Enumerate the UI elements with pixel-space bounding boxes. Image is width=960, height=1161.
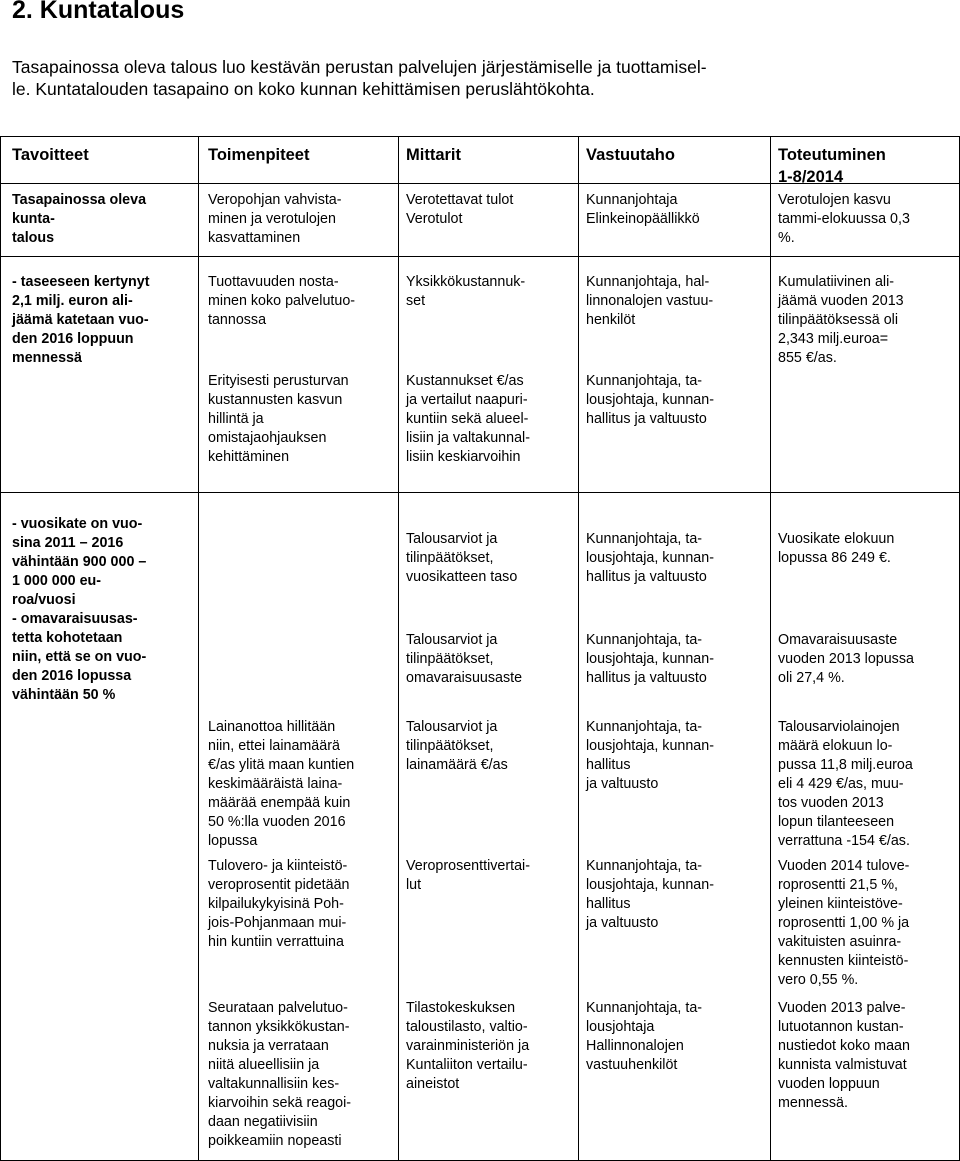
- cell-line: kunnista valmistuvat: [778, 1057, 907, 1073]
- row2-metric-b: [406, 372, 576, 467]
- cell-line: kunta-: [12, 211, 55, 227]
- cell-line: roprosentti 21,5 %,: [778, 877, 899, 893]
- table-left-border: [0, 136, 1, 1161]
- cell-line: varainministeriön ja: [406, 1038, 530, 1054]
- cell-line: kehittäminen: [208, 449, 290, 465]
- row3-result-d: [778, 857, 956, 990]
- cell-line: linnonalojen vastuu-: [586, 293, 714, 309]
- cell-line: 2,343 milj.euroa=: [778, 331, 889, 347]
- cell-line: lousjohtaja, kunnan-: [586, 392, 714, 408]
- cell-line: ja valtuusto: [586, 776, 659, 792]
- cell-line: Tilastokeskuksen: [406, 1000, 516, 1016]
- cell-line: ja valtuusto: [586, 915, 659, 931]
- cell-line: Verotulojen kasvu: [778, 192, 891, 208]
- cell-line: daan negatiivisiin: [208, 1114, 318, 1130]
- cell-line: Talousarviot ja: [406, 719, 498, 735]
- cell-line: pussa 11,8 milj.euroa: [778, 757, 913, 773]
- header-toteutuminen: Toteutuminen 1-8/2014: [778, 146, 886, 186]
- row3-metric-d: [406, 857, 576, 895]
- intro-paragraph: [12, 56, 942, 100]
- row2-action-b: [208, 372, 390, 467]
- cell-line: lousjohtaja, kunnan-: [586, 550, 714, 566]
- cell-line: valtakunnallisiin kes-: [208, 1076, 340, 1092]
- cell-line: Kunnanjohtaja, ta-: [586, 632, 703, 648]
- col-divider: [578, 136, 579, 1161]
- cell-line: - vuosikate on vuo-: [12, 516, 143, 532]
- cell-line: jäämä vuoden 2013: [778, 293, 904, 309]
- cell-line: Kustannukset €/as: [406, 373, 524, 389]
- row3-owner-b: [586, 631, 762, 688]
- row3-owner-e: [586, 999, 762, 1075]
- cell-line: tilinpäätökset,: [406, 738, 494, 754]
- col-divider: [198, 136, 199, 1161]
- cell-line: 1 000 000 eu-: [12, 573, 102, 589]
- cell-line: 50 %:lla vuoden 2016: [208, 814, 346, 830]
- cell-line: Kunnanjohtaja, ta-: [586, 1000, 703, 1016]
- cell-line: roprosentti 1,00 % ja: [778, 915, 910, 931]
- row2-goal: [12, 273, 192, 368]
- intro-line: le. Kuntatalouden tasapaino on koko kunnan kehittämisen peruslähtökohta.: [12, 79, 595, 99]
- cell-line: lopussa 86 249 €.: [778, 550, 891, 566]
- cell-line: hallitus ja valtuusto: [586, 411, 707, 427]
- cell-line: niitä alueellisiin ja: [208, 1057, 320, 1073]
- cell-line: ja vertailut naapuri-: [406, 392, 528, 408]
- cell-line: hillintä ja: [208, 411, 264, 427]
- header-vastuutaho: Vastuutaho: [586, 146, 675, 164]
- header-mittarit: Mittarit: [406, 146, 461, 164]
- cell-line: hallitus ja valtuusto: [586, 569, 707, 585]
- cell-line: tammi-elokuussa 0,3: [778, 211, 910, 227]
- cell-line: Lainanottoa hillitään: [208, 719, 336, 735]
- cell-line: mennessä: [12, 350, 82, 366]
- cell-line: lutuotannon kustan-: [778, 1019, 904, 1035]
- cell-line: verrattuna -154 €/as.: [778, 833, 910, 849]
- cell-line: lopussa: [208, 833, 258, 849]
- row3-goal: [12, 515, 192, 705]
- row2-action-a: [208, 273, 390, 330]
- cell-line: Vuosikate elokuun: [778, 531, 895, 547]
- cell-line: yleinen kiinteistöve-: [778, 896, 903, 912]
- cell-line: Talousarviolainojen: [778, 719, 900, 735]
- cell-line: henkilöt: [586, 312, 636, 328]
- row3-metric-a: [406, 530, 576, 587]
- cell-line: Kunnanjohtaja, ta-: [586, 373, 703, 389]
- cell-line: lousjohtaja, kunnan-: [586, 651, 714, 667]
- cell-line: vuoden loppuun: [778, 1076, 880, 1092]
- cell-line: Elinkeinopäällikkö: [586, 211, 700, 227]
- cell-line: vero 0,55 %.: [778, 972, 859, 988]
- cell-line: niin, ettei lainamäärä: [208, 738, 340, 754]
- table-top-border: [0, 136, 960, 137]
- cell-line: Tulovero- ja kiinteistö-: [208, 858, 348, 874]
- cell-line: Vuoden 2013 palve-: [778, 1000, 906, 1016]
- cell-line: veroprosentit pidetään: [208, 877, 350, 893]
- cell-line: vuosikatteen taso: [406, 569, 518, 585]
- cell-line: Kuntaliiton vertailu-: [406, 1057, 528, 1073]
- cell-line: minen ja verotulojen: [208, 211, 336, 227]
- cell-line: den 2016 loppuun: [12, 331, 134, 347]
- cell-line: Vuoden 2014 tulove-: [778, 858, 910, 874]
- cell-line: - omavaraisuusas-: [12, 611, 138, 627]
- cell-line: nustiedot koko maan: [778, 1038, 910, 1054]
- cell-line: kiarvoihin sekä reagoi-: [208, 1095, 352, 1111]
- row2-metric-a: [406, 273, 576, 311]
- row1-owner: [586, 191, 762, 229]
- row3-owner-a: [586, 530, 762, 587]
- cell-line: oli 27,4 %.: [778, 670, 845, 686]
- cell-line: kustannusten kasvun: [208, 392, 343, 408]
- cell-line: poikkeamiin nopeasti: [208, 1133, 342, 1149]
- cell-line: Kumulatiivinen ali-: [778, 274, 895, 290]
- cell-line: vakituisten asuinra-: [778, 934, 902, 950]
- row3-owner-d: [586, 857, 762, 933]
- cell-line: Talousarviot ja: [406, 632, 498, 648]
- row1-bottom-border: [0, 256, 960, 257]
- cell-line: %.: [778, 230, 795, 246]
- cell-line: tannossa: [208, 312, 267, 328]
- cell-line: jois-Pohjanmaan mui-: [208, 915, 347, 931]
- row3-action-d: [208, 857, 390, 952]
- cell-line: lousjohtaja, kunnan-: [586, 877, 714, 893]
- cell-line: Yksikkökustannuk-: [406, 274, 526, 290]
- cell-line: tannon yksikkökustan-: [208, 1019, 350, 1035]
- cell-line: lopun tilanteeseen: [778, 814, 895, 830]
- row2-owner-a: [586, 273, 762, 330]
- cell-line: Erityisesti perusturvan: [208, 373, 349, 389]
- cell-line: omavaraisuusaste: [406, 670, 523, 686]
- cell-line: hin kuntiin verrattuina: [208, 934, 344, 950]
- cell-line: lut: [406, 877, 422, 893]
- cell-line: kilpailukykyisinä Poh-: [208, 896, 344, 912]
- cell-line: vuoden 2013 lopussa: [778, 651, 914, 667]
- row3-result-c: [778, 718, 956, 851]
- cell-line: - taseeseen kertynyt: [12, 274, 150, 290]
- cell-line: Veroprosenttivertai-: [406, 858, 530, 874]
- cell-line: eli 4 429 €/as, muu-: [778, 776, 904, 792]
- cell-line: lisiin keskiarvoihin: [406, 449, 521, 465]
- cell-line: kuntiin sekä alueel-: [406, 411, 529, 427]
- row3-result-b: [778, 631, 956, 688]
- cell-line: tilinpäätöksessä oli: [778, 312, 899, 328]
- cell-line: tilinpäätökset,: [406, 550, 494, 566]
- cell-line: €/as ylitä maan kuntien: [208, 757, 355, 773]
- row1-goal: [12, 191, 192, 248]
- row1-result: [778, 191, 956, 248]
- cell-line: taloustilasto, valtio-: [406, 1019, 528, 1035]
- cell-line: niin, että se on vuo-: [12, 649, 147, 665]
- cell-line: tos vuoden 2013: [778, 795, 884, 811]
- row3-action-c: [208, 718, 390, 851]
- cell-line: Kunnanjohtaja: [586, 192, 678, 208]
- cell-line: Tasapainossa oleva: [12, 192, 147, 208]
- cell-line: Kunnanjohtaja, ta-: [586, 719, 703, 735]
- row3-metric-b: [406, 631, 576, 688]
- cell-line: Verotulot: [406, 211, 463, 227]
- cell-line: sina 2011 – 2016: [12, 535, 124, 551]
- cell-line: lisiin ja valtakunnal-: [406, 430, 530, 446]
- cell-line: hallitus ja valtuusto: [586, 670, 707, 686]
- cell-line: tilinpäätökset,: [406, 651, 494, 667]
- cell-line: Omavaraisuusaste: [778, 632, 898, 648]
- row3-result-a: [778, 530, 956, 568]
- cell-line: 2,1 milj. euron ali-: [12, 293, 133, 309]
- section-heading: 2. Kuntatalous: [12, 0, 185, 24]
- row3-owner-c: [586, 718, 762, 794]
- row3-metric-c: [406, 718, 576, 775]
- cell-line: jäämä katetaan vuo-: [12, 312, 149, 328]
- cell-line: määrää enempää kuin: [208, 795, 351, 811]
- cell-line: Veropohjan vahvista-: [208, 192, 342, 208]
- cell-line: minen koko palvelutuo-: [208, 293, 356, 309]
- col-divider: [398, 136, 399, 1161]
- cell-line: vastuuhenkilöt: [586, 1057, 678, 1073]
- cell-line: mennessä.: [778, 1095, 848, 1111]
- cell-line: aineistot: [406, 1076, 460, 1092]
- cell-line: hallitus: [586, 896, 631, 912]
- cell-line: Seurataan palvelutuo-: [208, 1000, 348, 1016]
- header-tavoitteet: Tavoitteet: [12, 146, 89, 164]
- cell-line: omistajaohjauksen: [208, 430, 327, 446]
- col-divider: [770, 136, 771, 1161]
- cell-line: Kunnanjohtaja, ta-: [586, 531, 703, 547]
- row2-bottom-border: [0, 492, 960, 493]
- cell-line: lousjohtaja: [586, 1019, 655, 1035]
- cell-line: Hallinnonalojen: [586, 1038, 684, 1054]
- cell-line: set: [406, 293, 426, 309]
- cell-line: den 2016 lopussa: [12, 668, 132, 684]
- cell-line: kennusten kiinteistö-: [778, 953, 909, 969]
- cell-line: Talousarviot ja: [406, 531, 498, 547]
- cell-line: tetta kohotetaan: [12, 630, 123, 646]
- cell-line: vähintään 900 000 –: [12, 554, 147, 570]
- cell-line: Kunnanjohtaja, hal-: [586, 274, 710, 290]
- cell-line: roa/vuosi: [12, 592, 76, 608]
- row3-action-e: [208, 999, 390, 1151]
- row1-metric: [406, 191, 576, 229]
- cell-line: Verotettavat tulot: [406, 192, 514, 208]
- cell-line: nuksia ja verrataan: [208, 1038, 329, 1054]
- cell-line: keskimääräistä laina-: [208, 776, 343, 792]
- row3-metric-e: [406, 999, 576, 1094]
- intro-line: Tasapainossa oleva talous luo kestävän perustan palvelujen järjestämiselle ja tuottamisel-: [12, 57, 707, 77]
- cell-line: 855 €/as.: [778, 350, 837, 366]
- cell-line: Kunnanjohtaja, ta-: [586, 858, 703, 874]
- row2-owner-b: [586, 372, 762, 429]
- cell-line: talous: [12, 230, 55, 246]
- cell-line: määrä elokuun lo-: [778, 738, 893, 754]
- row3-result-e: [778, 999, 956, 1113]
- cell-line: hallitus: [586, 757, 631, 773]
- cell-line: Tuottavuuden nosta-: [208, 274, 339, 290]
- cell-line: lainamäärä €/as: [406, 757, 508, 773]
- header-toimenpiteet: Toimenpiteet: [208, 146, 310, 164]
- row2-result-a: [778, 273, 956, 368]
- cell-line: kasvattaminen: [208, 230, 301, 246]
- cell-line: lousjohtaja, kunnan-: [586, 738, 714, 754]
- row1-action: [208, 191, 390, 248]
- cell-line: vähintään 50 %: [12, 687, 116, 703]
